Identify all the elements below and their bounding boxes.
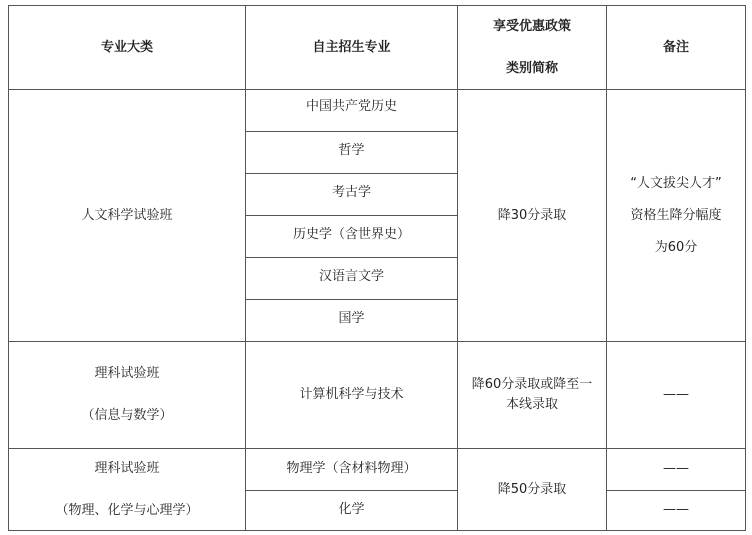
major-label: 国学	[338, 311, 365, 326]
major-label: 物理学（含材料物理）	[286, 461, 417, 476]
category-cell-phys-chem	[9, 449, 246, 531]
policy-line: 本线录取	[505, 397, 558, 412]
notes-cell-humanities	[607, 90, 746, 342]
policy-cell-info-math	[458, 342, 607, 449]
table-row	[9, 90, 746, 132]
category-line: （物理、化学与心理学）	[55, 502, 199, 518]
major-cell	[246, 132, 458, 174]
table-row	[9, 342, 746, 449]
major-cell	[246, 174, 458, 216]
table-row	[9, 449, 746, 491]
category-line: （信息与数学）	[81, 408, 173, 423]
policy-cell-humanities: 降30分录取	[458, 90, 607, 342]
major-cell	[246, 300, 458, 342]
category-cell-info-math	[9, 342, 246, 449]
major-label: 考古学	[331, 185, 371, 200]
major-label: 哲学	[338, 143, 365, 158]
notes-dash: ——	[663, 387, 689, 402]
header-policy-line2: 类别简称	[505, 60, 558, 76]
notes-dash: ——	[663, 461, 689, 476]
policy-cell-phys-chem: 降50分录取	[458, 449, 607, 531]
notes-line: 资格生降分幅度	[630, 207, 722, 223]
major-cell	[246, 342, 458, 449]
header-major: 自主招生专业	[246, 6, 458, 90]
major-cell	[246, 216, 458, 258]
header-category: 专业大类	[9, 6, 246, 90]
major-label: 中国共产党历史	[305, 98, 397, 114]
major-cell	[246, 258, 458, 300]
category-cell-humanities: 人文科学试验班	[9, 90, 246, 342]
header-notes: 备注	[607, 6, 746, 90]
policy-line: 降60分录取或降至一	[471, 377, 593, 392]
major-label: 历史学（含世界史）	[292, 227, 410, 242]
major-label: 汉语言文学	[318, 269, 384, 284]
header-policy	[458, 6, 607, 90]
notes-line: “人文拔尖人才”	[630, 175, 722, 191]
header-policy-line1: 享受优惠政策	[492, 18, 571, 34]
major-cell	[246, 449, 458, 491]
notes-line: 为60分	[654, 239, 698, 255]
notes-cell-chem	[607, 491, 746, 531]
major-label: 计算机科学与技术	[299, 387, 404, 402]
major-cell	[246, 491, 458, 531]
notes-cell-info-math	[607, 342, 746, 449]
category-line: 理科试验班	[94, 366, 160, 381]
header-row	[9, 6, 746, 90]
category-line: 理科试验班	[94, 460, 160, 476]
major-label: 化学	[338, 502, 365, 517]
notes-cell-phys	[607, 449, 746, 491]
admission-table	[8, 5, 746, 531]
notes-dash: ——	[663, 502, 689, 517]
major-cell	[246, 90, 458, 132]
